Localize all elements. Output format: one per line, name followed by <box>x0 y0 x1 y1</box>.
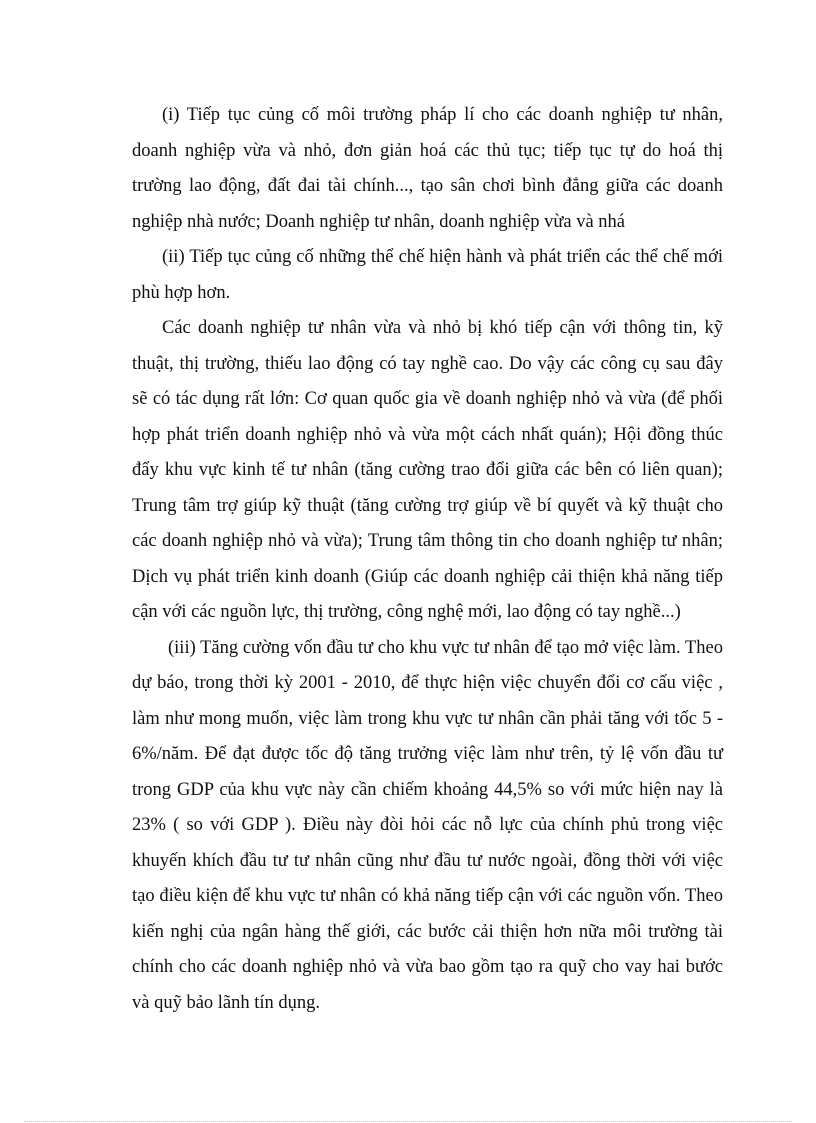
paragraph-policy-iii: (iii) Tăng cường vốn đầu tư cho khu vực tư nhân để tạo mở việc làm. Theo dự báo, trong thời kỳ 2001 - 2010, để thực hiện việc chuyển đổi cơ cấu việc , làm như mong muốn, việc làm trong khu vực tư nhân cần phải tăng với tốc 5 - 6%/năm. Để đạt được tốc độ tăng trưởng việc làm như trên, tỷ lệ vốn đầu tư trong GDP của khu vực này cần chiếm khoảng 44,5% so với mức hiện nay là 23% ( so với GDP ). Điều này đòi hỏi các nỗ lực của chính phủ trong việc khuyến khích đầu tư tư nhân cũng như đầu tư nước ngoài, đồng thời với việc tạo điều kiện để khu vực tư nhân có khả năng tiếp cận với các nguồn vốn. Theo kiến nghị của ngân hàng thế giới, các bước cải thiện hơn nữa môi trường tài chính cho các doanh nghiệp nhỏ và vừa bao gồm tạo ra quỹ cho vay hai bước và quỹ bảo lãnh tín dụng. <box>132 637 723 1013</box>
paragraph-policy-i: (i) Tiếp tục củng cố môi trường pháp lí cho các doanh nghiệp tư nhân, doanh nghiệp vừa và nhỏ, đơn giản hoá các thủ tục; tiếp tục tự do hoá thị trường lao động, đất đai tài chính..., tạo sân chơi bình đẳng giữa các doanh nghiệp nhà nước; Doanh nghiệp tư nhân, doanh nghiệp vừa và nhá <box>132 105 723 232</box>
paragraph-support-tools: Các doanh nghiệp tư nhân vừa và nhỏ bị khó tiếp cận với thông tin, kỹ thuật, thị trường, thiếu lao động có tay nghề cao. Do vậy các công cụ sau đây sẽ có tác dụng rất lớn: Cơ quan quốc gia về doanh nghiệp nhỏ và vừa (để phối hợp phát triển doanh nghiệp nhỏ và vừa một cách nhất quán); Hội đồng thúc đẩy khu vực kinh tế tư nhân (tăng cường trao đổi giữa các bên có liên quan); Trung tâm trợ giúp kỹ thuật (tăng cường trợ giúp về bí quyết và kỹ thuật cho các doanh nghiệp nhỏ và vừa); Trung tâm thông tin cho doanh nghiệp tư nhân; Dịch vụ phát triển kinh doanh (Giúp các doanh nghiệp cải thiện khả năng tiếp cận với các nguồn lực, thị trường, công nghệ mới, lao động có tay nghề...) <box>132 318 723 622</box>
body-text <box>132 98 723 1021</box>
paragraph-policy-ii: (ii) Tiếp tục củng cố những thể chế hiện hành và phát triển các thể chế mới phù hợp hơn. <box>132 247 723 303</box>
page-bottom-divider <box>24 1121 792 1122</box>
